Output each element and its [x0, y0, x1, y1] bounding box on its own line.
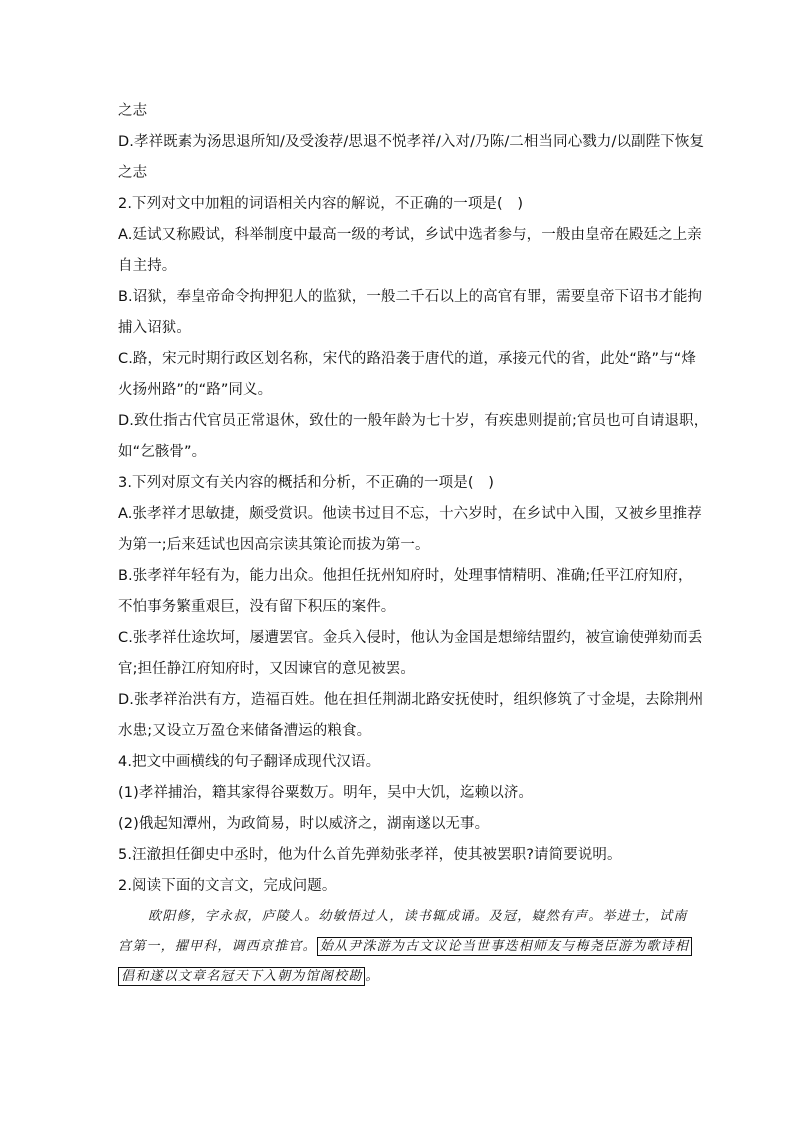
question-5: 5.汪澈担任御史中丞时，他为什么首先弹劾张孝祥，使其被罢职?请简要说明。 — [118, 847, 622, 863]
classical-passage-line — [118, 962, 678, 992]
passage-plain-text: 。 — [365, 969, 380, 984]
classical-passage-line: 欧阳修，字永叔，庐陵人。幼敏悟过人，读书辄成诵。及冠，嶷然有声。举进士，试南 — [148, 909, 688, 924]
option-c-line: C.路，宋元时期行政区划名称，宋代的路沿袭于唐代的道，承接元代的省，此处“路”与“烽 — [118, 351, 696, 367]
text-line: 为第一;后来廷试也因高宗读其策论而拔为第一。 — [118, 537, 430, 553]
option-d-line: D.孝祥既素为汤思退所知/及受浚荐/思退不悦孝祥/入对/乃陈/二相当同心戮力/以副陛下恢复 — [118, 134, 705, 150]
classical-passage-line — [118, 932, 690, 962]
text-line: 水患;又设立万盈仓来储备漕运的粮食。 — [118, 723, 372, 739]
document-page — [118, 96, 709, 992]
text-line: 如“乞骸骨”。 — [118, 444, 207, 460]
option-a-line: A.张孝祥才思敏捷，颇受赏识。他读书过目不忘，十六岁时，在乡试中入围，又被乡里推荐 — [118, 506, 702, 522]
option-d-line: D.致仕指古代官员正常退休，致仕的一般年龄为七十岁，有疾患则提前;官员也可自请退职， — [118, 413, 709, 429]
text-line: 之志 — [118, 165, 148, 181]
text-line: 火扬州路”的“路”同义。 — [118, 382, 273, 398]
question-3: 3.下列对原文有关内容的概括和分析，不正确的一项是( ) — [118, 475, 494, 491]
question-2: 2.下列对文中加粗的词语相关内容的解说，不正确的一项是( ) — [118, 196, 524, 212]
text-line: 不怕事务繁重艰巨，没有留下积压的案件。 — [118, 599, 396, 615]
option-d-line: D.张孝祥治洪有方，造福百姓。他在担任荆湖北路安抚使时，组织修筑了寸金堤，去除荆州 — [118, 692, 704, 708]
reading-prompt: 2.阅读下面的文言文，完成问题。 — [118, 878, 337, 894]
translation-item-2: (2)俄起知潭州，为政简易，时以威济之，湖南遂以无事。 — [118, 816, 490, 832]
text-line: 自主持。 — [118, 258, 177, 274]
text-line: 之志 — [118, 103, 148, 119]
translation-item-1: (1)孝祥捕治，籍其家得谷粟数万。明年，吴中大饥，迄赖以济。 — [118, 785, 534, 801]
boxed-sentence: 倡和遂以文章名冠天下入朝为馆阁校勘 — [118, 967, 365, 986]
text-line: 捕入诏狱。 — [118, 320, 191, 336]
passage-plain-text: 宫第一，擢甲科，调西京推官。 — [118, 939, 317, 954]
option-a-line: A.廷试又称殿试，科举制度中最高一级的考试，乡试中选者参与，一般由皇帝在殿廷之上亲 — [118, 227, 702, 243]
question-4: 4.把文中画横线的句子翻译成现代汉语。 — [118, 754, 381, 770]
text-line: 官;担任静江府知府时，又因谏官的意见被罢。 — [118, 661, 415, 677]
option-b-line: B.诏狱，奉皇帝命令拘押犯人的监狱，一般二千石以上的高官有罪，需要皇帝下诏书才能拘 — [118, 289, 703, 305]
option-b-line: B.张孝祥年轻有为，能力出众。他担任抚州知府时，处理事情精明、准确;任平江府知府， — [118, 568, 693, 584]
boxed-sentence: 始从尹洙游为古文议论当世事迭相师友与梅尧臣游为歌诗相 — [317, 937, 692, 956]
option-c-line: C.张孝祥仕途坎坷，屡遭罢官。金兵入侵时，他认为金国是想缔结盟约，被宣谕使弹劾而丢 — [118, 630, 703, 646]
